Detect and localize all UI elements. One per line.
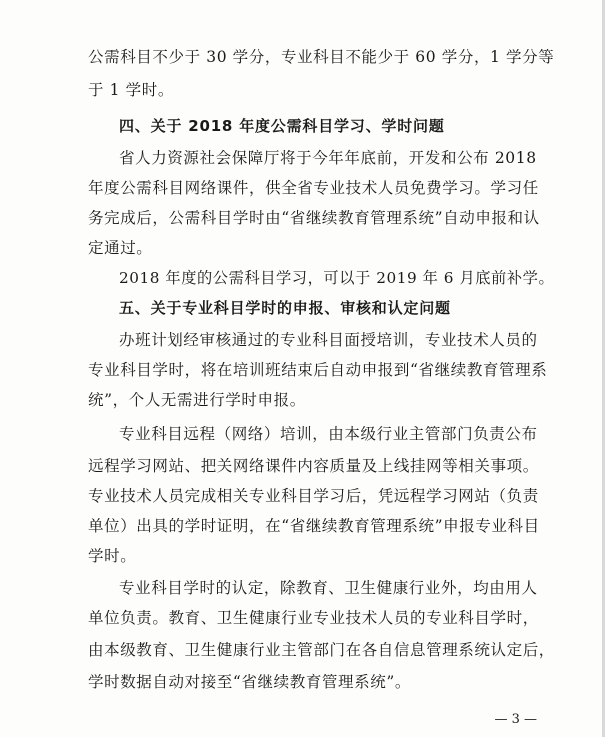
body-line: 2018 年度的公需科目学习，可以于 2019 年 6 月底前补学。 (119, 269, 555, 287)
page-number: — 3 — (494, 712, 537, 727)
body-line: 远程学习网站、把关网络课件内容质量及上线挂网等相关事项。 (88, 457, 539, 475)
section-heading: 五、关于专业科目学时的申报、审核和认定问题 (119, 299, 451, 317)
body-line: 定通过。 (88, 239, 153, 257)
body-line: 单位）出具的学时证明，在“省继续教育管理系统”申报专业科目 (88, 517, 540, 535)
body-line: 专业科目远程（网络）培训，由本级行业主管部门负责公布 (119, 425, 538, 443)
body-line: 务完成后，公需科目学时由“省继续教育管理系统”自动申报和认 (88, 209, 540, 227)
body-line: 统”，个人无需进行学时申报。 (88, 391, 306, 409)
body-line: 于 1 学时。 (88, 81, 174, 99)
body-line: 年度公需科目网络课件，供全省专业技术人员免费学习。学习任 (88, 179, 539, 197)
body-line: 办班计划经审核通过的专业科目面授培训，专业技术人员的 (119, 331, 538, 349)
body-line: 学时数据自动对接至“省继续教育管理系统”。 (88, 673, 411, 691)
body-line: 专业科目学时的认定，除教育、卫生健康行业外，均由用人 (119, 579, 538, 597)
body-line: 公需科目不少于 30 学分，专业科目不能少于 60 学分，1 学分等 (88, 48, 555, 66)
body-line: 省人力资源社会保障厅将于今年年底前，开发和公布 2018 (119, 149, 537, 167)
body-line: 单位负责。教育、卫生健康行业专业技术人员的专业科目学时， (88, 609, 539, 627)
body-line: 学时。 (88, 547, 137, 565)
body-line: 专业技术人员完成相关专业科目学习后，凭远程学习网站（负责 (88, 487, 539, 505)
body-line: 专业科目学时，将在培训班结束后自动申报到“省继续教育管理系 (88, 361, 548, 379)
body-line: 由本级教育、卫生健康行业主管部门在各自信息管理系统认定后， (88, 641, 555, 659)
section-heading: 四、关于 2018 年度公需科目学习、学时问题 (119, 117, 445, 135)
